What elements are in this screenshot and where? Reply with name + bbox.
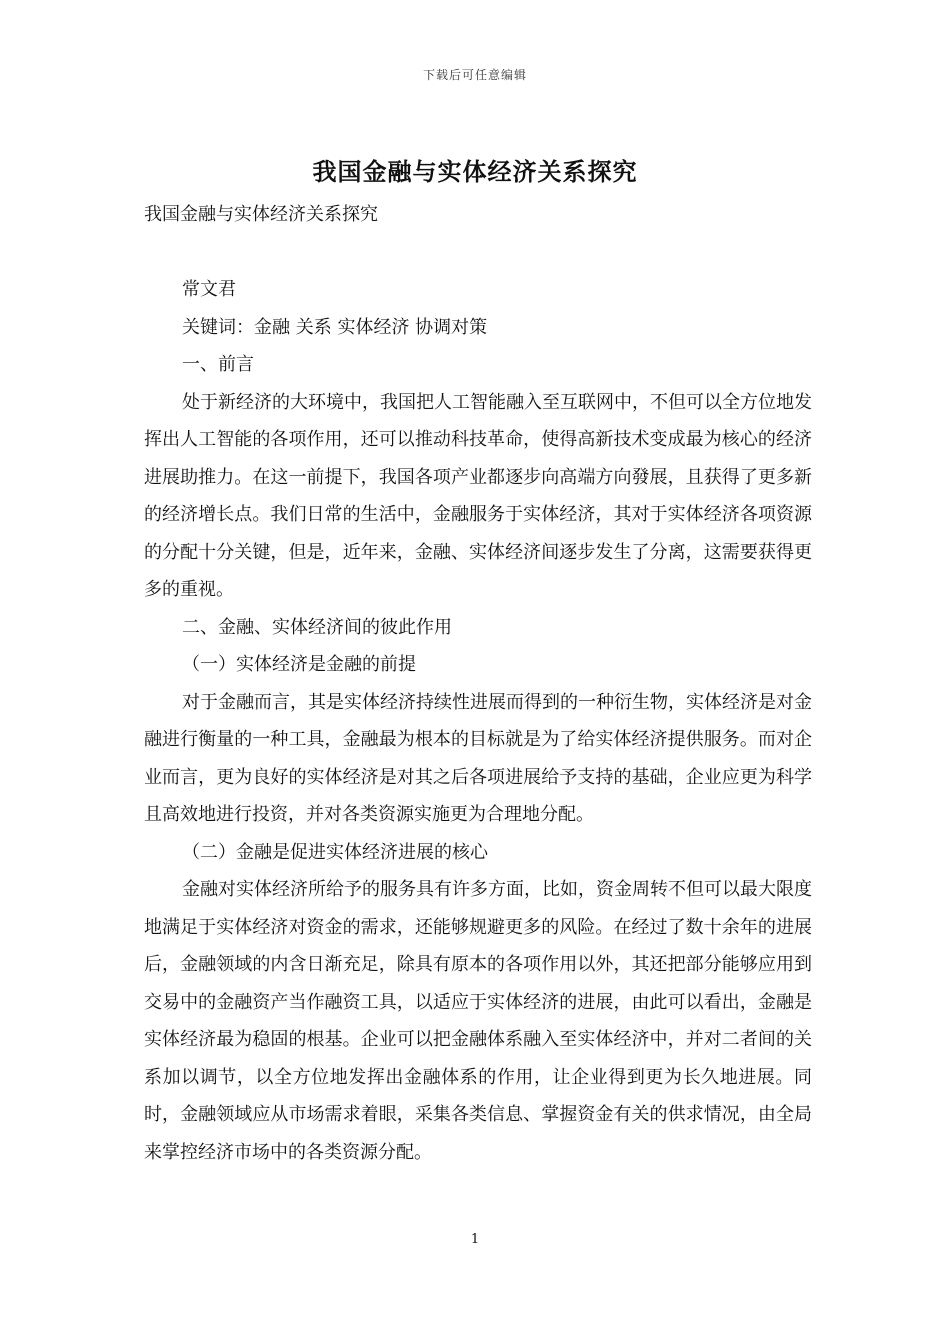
section-heading-preface: 一、前言 — [182, 354, 254, 375]
subsection-heading-2: （二）金融是促进实体经济进展的核心 — [182, 841, 488, 863]
document-title: 我国金融与实体经济关系探究 — [312, 157, 638, 186]
keywords-line: 关键词：金融 关系 实体经济 协调对策 — [182, 316, 488, 338]
author-line: 常文君 — [182, 279, 236, 300]
header-note: 下载后可任意编辑 — [422, 68, 527, 82]
paragraph-subsection-1: 对于金融而言，其是实体经济持续性进展而得到的一种衍生物，实体经济是对金融进行衡量的一种工具，金融最为根本的目标就是为了给实体经济提供服务。而对企业而言，更为良好的实体经济是对其之后各项进展给予支持的基础，企业应更为科学且高效地进行投资，并对各类资源实施更为合理地分配。 — [144, 691, 812, 825]
paragraph-preface: 处于新经济的大环境中，我国把人工智能融入至互联网中，不但可以全方位地发挥出人工智能的各项作用，还可以推动科技革命，使得高新技术变成最为核心的经济进展助推力。在这一前提下，我国各项产业都逐步向高端方向發展，且获得了更多新的经济增长点。我们日常的生活中，金融服务于实体经济，其对于实体经济各项资源的分配十分关键，但是，近年来，金融、实体经济间逐步发生了分离，这需要获得更多的重视。 — [144, 391, 812, 600]
document-subtitle: 我国金融与实体经济关系探究 — [144, 204, 378, 225]
blank-line — [144, 234, 812, 272]
subsection-heading-1: （一）实体经济是金融的前提 — [182, 654, 416, 675]
section-heading-interaction: 二、金融、实体经济间的彼此作用 — [182, 616, 452, 638]
page-number: 1 — [470, 1232, 480, 1247]
paragraph-subsection-2: 金融对实体经济所给予的服务具有许多方面，比如，资金周转不但可以最大限度地满足于实体经济对资金的需求，还能够规避更多的风险。在经过了数十余年的进展后，金融领域的内含日渐充足，除具有原本的各项作用以外，其还把部分能够应用到交易中的金融资产当作融资工具，以适应于实体经济的进展，由此可以看出，金融是实体经济最为稳固的根基。企业可以把金融体系融入至实体经济中，并对二者间的关系加以调节，以全方位地发挥出金融体系的作用，让企业得到更为长久地进展。同时，金融领域应从市场需求着眼，采集各类信息、掌握资金有关的供求情况，由全局来掌控经济市场中的各类资源分配。 — [144, 879, 812, 1163]
document-body — [144, 196, 812, 1171]
